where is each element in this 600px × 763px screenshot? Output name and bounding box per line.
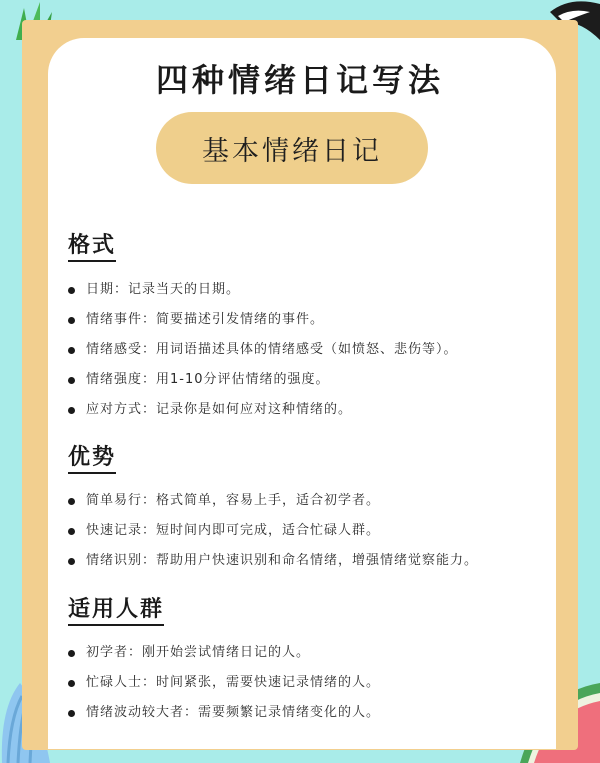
section-audience [68,592,380,728]
bullet-list [68,638,380,728]
list-item: 情绪波动较大者：需要频繁记录情绪变化的人。 [68,698,380,728]
list-item: 快速记录：短时间内即可完成，适合忙碌人群。 [68,516,478,546]
bullet-list [68,275,458,425]
list-item: 应对方式：记录你是如何应对这种情绪的。 [68,395,458,425]
section-format [68,228,458,425]
list-item: 情绪强度：用1-10分评估情绪的强度。 [68,365,458,395]
section-heading: 优势 [68,440,116,474]
list-item: 日期：记录当天的日期。 [68,275,458,305]
section-heading: 适用人群 [68,592,164,626]
list-item: 情绪事件：简要描述引发情绪的事件。 [68,305,458,335]
list-item: 情绪感受：用词语描述具体的情绪感受（如愤怒、悲伤等）。 [68,335,458,365]
section-advantages [68,440,478,576]
list-item: 情绪识别：帮助用户快速识别和命名情绪，增强情绪觉察能力。 [68,546,478,576]
list-item: 初学者：刚开始尝试情绪日记的人。 [68,638,380,668]
list-item: 简单易行：格式简单，容易上手，适合初学者。 [68,486,478,516]
subtitle-label: 基本情绪日记 [202,135,382,167]
page-title: 四种情绪日记写法 [155,61,444,99]
section-heading: 格式 [68,228,116,262]
bullet-list [68,486,478,576]
subtitle-pill [156,112,428,184]
list-item: 忙碌人士：时间紧张，需要快速记录情绪的人。 [68,668,380,698]
